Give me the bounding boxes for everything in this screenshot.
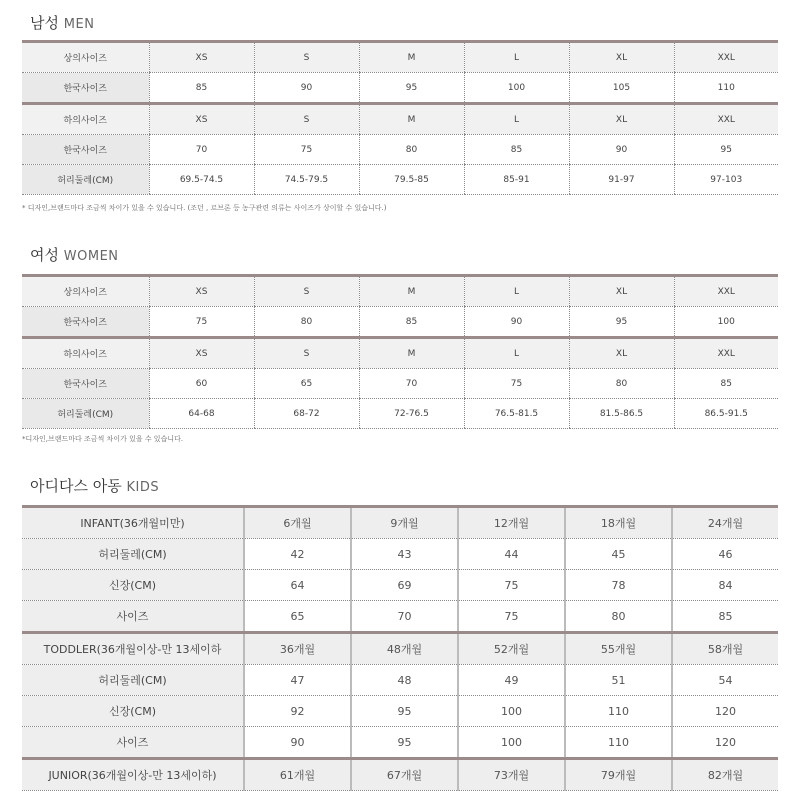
kids-row-label: 허리둘레(CM): [22, 539, 244, 570]
men-note: * 디자인,브랜드마다 조금씩 차이가 있을 수 있습니다. (조던 , 르브론 등 농구관련 의류는 사이즈가 상이할 수 있습니다.): [22, 204, 387, 212]
kids-age-cell: 24개월: [672, 508, 778, 539]
size-cell: 85: [359, 307, 464, 338]
kids-age-cell: 36개월: [244, 633, 351, 665]
size-cell: 95: [359, 73, 464, 104]
kids-value-cell: 65: [244, 601, 351, 633]
women-tops-size-row: [22, 277, 778, 307]
kids-age-cell: 12개월: [458, 508, 565, 539]
kids-value-cell: 42: [244, 539, 351, 570]
size-cell: 79.5-85: [359, 165, 464, 195]
women-tops-kr-row: [22, 307, 778, 338]
size-cell: M: [359, 43, 464, 73]
size-cell: M: [359, 277, 464, 307]
kids-group-label: TODDLER(36개월이상-만 13세이하: [22, 633, 244, 665]
size-cell: 90: [254, 73, 359, 104]
size-cell: 60: [149, 369, 254, 399]
row-label: 하의사이즈: [22, 338, 149, 369]
kids-value-cell: 95: [351, 696, 458, 727]
women-bottoms-size-row: [22, 338, 778, 369]
kids-value-cell: 80: [565, 601, 672, 633]
size-cell: 100: [464, 73, 569, 104]
kids-value-cell: 44: [458, 539, 565, 570]
kids-age-cell: 9개월: [351, 508, 458, 539]
kids-value-cell: 49: [458, 665, 565, 696]
kids-age-cell: 18개월: [565, 508, 672, 539]
kids-data-row: [22, 665, 778, 696]
size-cell: XXL: [674, 43, 778, 73]
size-cell: 75: [149, 307, 254, 338]
women-title-en: WOMEN: [63, 249, 119, 264]
row-label: 한국사이즈: [22, 369, 149, 399]
kids-value-cell: 51: [565, 665, 672, 696]
kids-row-label: 사이즈: [22, 727, 244, 759]
kids-row-label: 신장(CM): [22, 696, 244, 727]
size-cell: XL: [569, 43, 674, 73]
kids-value-cell: 95: [351, 727, 458, 759]
size-cell: 85: [674, 369, 778, 399]
size-cell: 75: [254, 135, 359, 165]
men-title-en: MEN: [63, 17, 95, 32]
kids-group-header-row: [22, 633, 778, 665]
kids-title-ko: 아디다스 아동: [30, 477, 122, 495]
row-label: 하의사이즈: [22, 104, 149, 135]
kids-age-cell: 67개월: [351, 759, 458, 791]
size-cell: XL: [569, 104, 674, 135]
size-cell: L: [464, 104, 569, 135]
size-cell: XXL: [674, 277, 778, 307]
kids-data-row: [22, 539, 778, 570]
kids-value-cell: 78: [565, 570, 672, 601]
size-cell: XS: [149, 104, 254, 135]
kids-group-header-row: [22, 759, 778, 791]
kids-value-cell: 54: [672, 665, 778, 696]
size-cell: 95: [674, 135, 778, 165]
size-cell: 68-72: [254, 399, 359, 429]
kids-value-cell: 100: [458, 696, 565, 727]
size-cell: 100: [674, 307, 778, 338]
kids-title-en: KIDS: [126, 480, 160, 495]
kids-size-table: [22, 508, 778, 791]
size-cell: 85: [464, 135, 569, 165]
size-cell: 75: [464, 369, 569, 399]
size-cell: L: [464, 43, 569, 73]
kids-age-cell: 52개월: [458, 633, 565, 665]
kids-age-cell: 82개월: [672, 759, 778, 791]
kids-group-label: INFANT(36개월미만): [22, 508, 244, 539]
kids-value-cell: 46: [672, 539, 778, 570]
kids-data-row: [22, 727, 778, 759]
men-tops-size-row: [22, 43, 778, 73]
kids-age-cell: 79개월: [565, 759, 672, 791]
size-cell: 64-68: [149, 399, 254, 429]
kids-value-cell: 75: [458, 601, 565, 633]
kids-group-label: JUNIOR(36개월이상-만 13세이하): [22, 759, 244, 791]
women-bottoms-kr-row: [22, 369, 778, 399]
size-cell: XXL: [674, 338, 778, 369]
size-cell: 70: [359, 369, 464, 399]
kids-age-cell: 61개월: [244, 759, 351, 791]
size-cell: 80: [359, 135, 464, 165]
row-label: 상의사이즈: [22, 43, 149, 73]
size-cell: 90: [569, 135, 674, 165]
women-size-table: [22, 277, 778, 429]
women-note: *디자인,브랜드마다 조금씩 차이가 있을 수 있습니다.: [22, 435, 184, 443]
row-label: 한국사이즈: [22, 307, 149, 338]
kids-value-cell: 120: [672, 727, 778, 759]
size-cell: 81.5-86.5: [569, 399, 674, 429]
kids-value-cell: 45: [565, 539, 672, 570]
size-cell: 85: [149, 73, 254, 104]
kids-value-cell: 84: [672, 570, 778, 601]
size-cell: L: [464, 277, 569, 307]
kids-value-cell: 90: [244, 727, 351, 759]
kids-value-cell: 48: [351, 665, 458, 696]
kids-value-cell: 110: [565, 696, 672, 727]
kids-row-label: 허리둘레(CM): [22, 665, 244, 696]
size-cell: 85-91: [464, 165, 569, 195]
kids-age-cell: 48개월: [351, 633, 458, 665]
size-cell: 80: [569, 369, 674, 399]
size-cell: S: [254, 104, 359, 135]
size-cell: XXL: [674, 104, 778, 135]
size-cell: XS: [149, 43, 254, 73]
row-label: 허리둘레(CM): [22, 399, 149, 429]
kids-value-cell: 100: [458, 727, 565, 759]
kids-value-cell: 70: [351, 601, 458, 633]
men-bottoms-kr-row: [22, 135, 778, 165]
row-label: 허리둘레(CM): [22, 165, 149, 195]
kids-value-cell: 64: [244, 570, 351, 601]
men-bottoms-waist-row: [22, 165, 778, 195]
size-cell: 95: [569, 307, 674, 338]
size-cell: S: [254, 338, 359, 369]
kids-value-cell: 75: [458, 570, 565, 601]
kids-row-label: 신장(CM): [22, 570, 244, 601]
size-cell: 70: [149, 135, 254, 165]
size-cell: XL: [569, 338, 674, 369]
women-title-ko: 여성: [30, 246, 59, 264]
women-bottoms-waist-row: [22, 399, 778, 429]
row-label: 한국사이즈: [22, 135, 149, 165]
size-cell: XS: [149, 277, 254, 307]
men-section-title: [30, 12, 94, 33]
size-cell: XS: [149, 338, 254, 369]
kids-value-cell: 92: [244, 696, 351, 727]
kids-data-row: [22, 570, 778, 601]
kids-age-cell: 6개월: [244, 508, 351, 539]
size-cell: 74.5-79.5: [254, 165, 359, 195]
size-cell: M: [359, 104, 464, 135]
size-cell: 76.5-81.5: [464, 399, 569, 429]
row-label: 한국사이즈: [22, 73, 149, 104]
men-bottoms-size-row: [22, 104, 778, 135]
kids-age-cell: 58개월: [672, 633, 778, 665]
size-cell: 80: [254, 307, 359, 338]
kids-group-header-row: [22, 508, 778, 539]
kids-value-cell: 120: [672, 696, 778, 727]
size-cell: 110: [674, 73, 778, 104]
size-cell: S: [254, 43, 359, 73]
size-cell: 90: [464, 307, 569, 338]
kids-row-label: 사이즈: [22, 601, 244, 633]
size-cell: S: [254, 277, 359, 307]
kids-value-cell: 43: [351, 539, 458, 570]
kids-age-cell: 55개월: [565, 633, 672, 665]
kids-data-row: [22, 601, 778, 633]
size-cell: 91-97: [569, 165, 674, 195]
size-cell: XL: [569, 277, 674, 307]
men-size-table: [22, 43, 778, 195]
men-title-ko: 남성: [30, 14, 59, 32]
kids-data-row: [22, 696, 778, 727]
size-cell: 69.5-74.5: [149, 165, 254, 195]
kids-value-cell: 110: [565, 727, 672, 759]
men-tops-kr-row: [22, 73, 778, 104]
kids-value-cell: 47: [244, 665, 351, 696]
kids-value-cell: 85: [672, 601, 778, 633]
size-cell: L: [464, 338, 569, 369]
size-cell: 65: [254, 369, 359, 399]
size-cell: 105: [569, 73, 674, 104]
size-cell: 72-76.5: [359, 399, 464, 429]
row-label: 상의사이즈: [22, 277, 149, 307]
size-cell: 97-103: [674, 165, 778, 195]
size-cell: 86.5-91.5: [674, 399, 778, 429]
size-cell: M: [359, 338, 464, 369]
women-section-title: [30, 244, 119, 265]
kids-value-cell: 69: [351, 570, 458, 601]
kids-section-title: [30, 475, 159, 496]
kids-age-cell: 73개월: [458, 759, 565, 791]
